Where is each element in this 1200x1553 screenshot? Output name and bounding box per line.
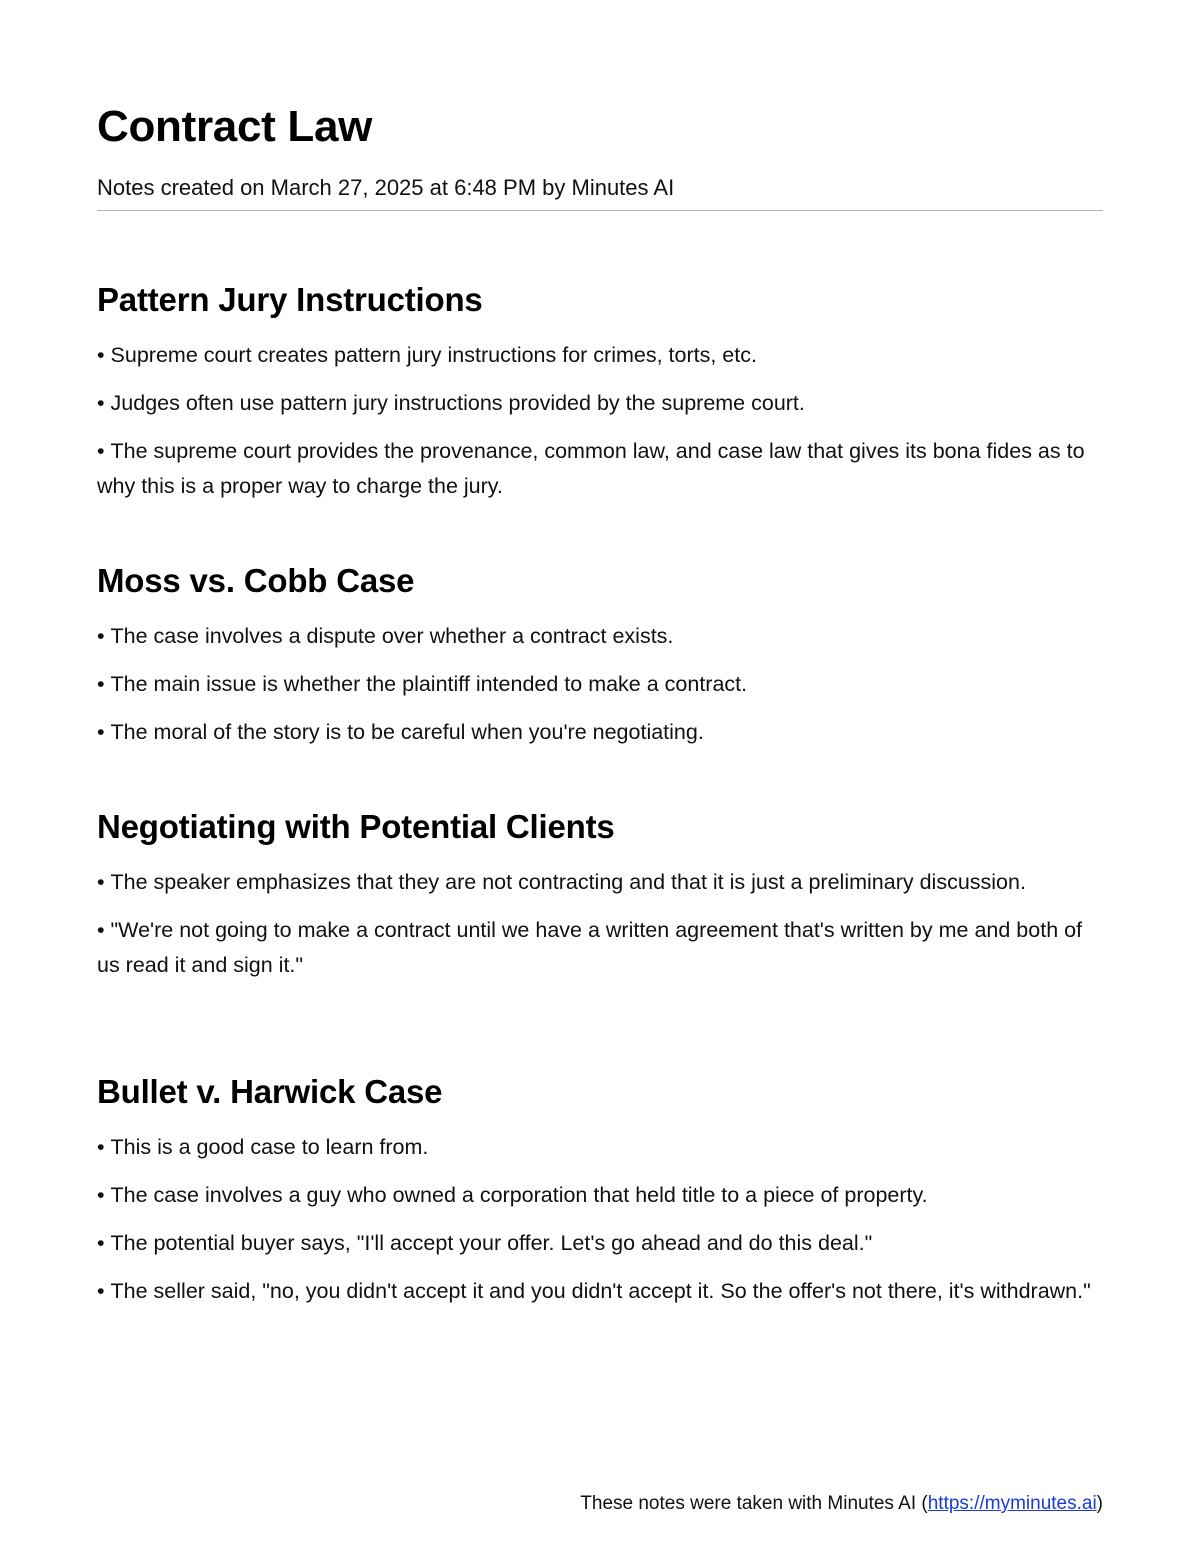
bullet-icon: • bbox=[97, 918, 105, 942]
list-item bbox=[97, 1130, 1103, 1165]
footer-text: These notes were taken with Minutes AI ( bbox=[580, 1493, 928, 1514]
list-item bbox=[97, 386, 1103, 421]
list-item bbox=[97, 715, 1103, 750]
list-item bbox=[97, 865, 1103, 900]
list-item bbox=[97, 913, 1103, 983]
bullet-icon: • bbox=[97, 391, 105, 415]
list-item-text: The supreme court provides the provenance, common law, and case law that gives its bona fides as to why this is a proper way to charge the jury. bbox=[97, 439, 1085, 498]
section-heading: Bullet v. Harwick Case bbox=[97, 1073, 443, 1110]
bullet-list bbox=[97, 1130, 1103, 1309]
bullet-icon: • bbox=[97, 870, 105, 894]
list-item bbox=[97, 434, 1103, 504]
section-heading: Pattern Jury Instructions bbox=[97, 281, 483, 318]
list-item bbox=[97, 1226, 1103, 1261]
document-title: Contract Law bbox=[97, 102, 373, 151]
section-pattern-jury-instructions bbox=[97, 279, 1103, 517]
list-item-text: The seller said, "no, you didn't accept it and you didn't accept it. So the offer's not there, it's withdrawn." bbox=[110, 1279, 1091, 1303]
bullet-icon: • bbox=[97, 1231, 105, 1255]
bullet-icon: • bbox=[97, 1279, 105, 1303]
list-item-text: This is a good case to learn from. bbox=[110, 1135, 429, 1159]
list-item bbox=[97, 1274, 1103, 1309]
section-bullet-v-harwick-case bbox=[97, 1071, 1103, 1322]
list-item-text: The main issue is whether the plaintiff intended to make a contract. bbox=[110, 672, 748, 696]
list-item-text: The case involves a guy who owned a corporation that held title to a piece of property. bbox=[110, 1183, 928, 1207]
list-item-text: The speaker emphasizes that they are not contracting and that it is just a preliminary discussion. bbox=[110, 870, 1026, 894]
list-item-text: The moral of the story is to be careful when you're negotiating. bbox=[110, 720, 704, 744]
bullet-icon: • bbox=[97, 720, 105, 744]
section-moss-vs-cobb-case bbox=[97, 560, 1103, 763]
bullet-icon: • bbox=[97, 624, 105, 648]
footer-link[interactable]: https://myminutes.ai bbox=[927, 1493, 1097, 1514]
footer-note bbox=[580, 1490, 1103, 1518]
bullet-list bbox=[97, 865, 1103, 983]
list-item bbox=[97, 619, 1103, 654]
list-item bbox=[97, 338, 1103, 373]
list-item bbox=[97, 667, 1103, 702]
bullet-icon: • bbox=[97, 1135, 105, 1159]
list-item-text: Supreme court creates pattern jury instructions for crimes, torts, etc. bbox=[110, 343, 757, 367]
list-item-text: The case involves a dispute over whether a contract exists. bbox=[110, 624, 674, 648]
bullet-icon: • bbox=[97, 672, 105, 696]
section-heading: Negotiating with Potential Clients bbox=[97, 808, 615, 845]
bullet-list bbox=[97, 338, 1103, 504]
section-heading: Moss vs. Cobb Case bbox=[97, 562, 415, 599]
section-negotiating-with-potential-clients bbox=[97, 806, 1103, 996]
list-item bbox=[97, 1178, 1103, 1213]
bullet-icon: • bbox=[97, 343, 105, 367]
title-divider bbox=[97, 210, 1103, 211]
list-item-text: "We're not going to make a contract until we have a written agreement that's written by me and both of us read it and sign it." bbox=[97, 918, 1083, 977]
bullet-icon: • bbox=[97, 439, 105, 463]
footer-text-end: ) bbox=[1096, 1493, 1103, 1514]
document-meta: Notes created on March 27, 2025 at 6:48 PM by Minutes AI bbox=[97, 175, 675, 200]
bullet-list bbox=[97, 619, 1103, 750]
bullet-icon: • bbox=[97, 1183, 105, 1207]
list-item-text: The potential buyer says, "I'll accept your offer. Let's go ahead and do this deal." bbox=[110, 1231, 873, 1255]
list-item-text: Judges often use pattern jury instructions provided by the supreme court. bbox=[110, 391, 805, 415]
